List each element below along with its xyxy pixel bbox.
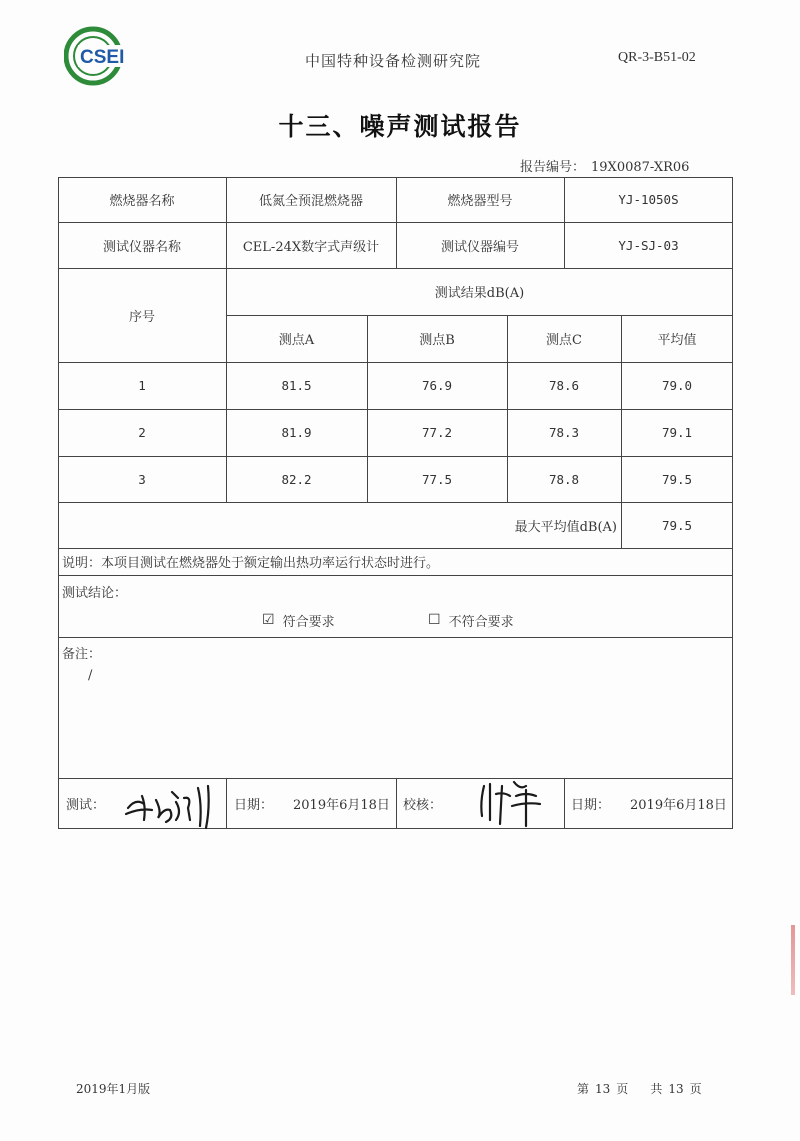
page-title: 十三、噪声测试报告 [278,112,522,141]
row-value-b: 77.2 [421,425,453,440]
page-counter [577,1080,708,1097]
column-header-average: 平均值 [657,333,697,348]
burner-name-value: 低氮全预混燃烧器 [258,194,363,209]
remarks-label: 备注： [62,646,102,662]
divider [58,575,733,576]
form-number: QR-3-B51-02 [618,50,696,65]
page-unit: 页 [616,1082,629,1096]
page-prefix: 第 [577,1082,590,1096]
fail-label: 不符合要求 [448,614,514,630]
row-value-b: 76.9 [421,378,453,393]
total-number: 13 [668,1082,684,1096]
row-seq: 2 [138,425,146,440]
row-value-b: 77.5 [421,471,453,487]
row-value-average: 79.0 [661,378,693,393]
burner-name-label: 燃烧器名称 [109,194,175,209]
conclusion-pass [262,608,382,632]
report-number-value: 19X0087-XR06 [591,160,690,175]
row-value-c: 78.3 [548,425,580,440]
page-number: 13 [595,1082,611,1096]
checker-signature [470,776,550,830]
seal-edge-mark [791,925,795,995]
row-value-a: 82.2 [281,471,312,487]
pass-label: 符合要求 [282,614,335,630]
column-header-c: 测点C [546,333,582,348]
date-label-2: 日期： [571,797,611,813]
report-number-label: 报告编号： [520,160,586,175]
report-number [520,156,689,175]
csei-logo [64,25,138,87]
date-label-1: 日期： [234,797,274,813]
max-average-value: 79.5 [661,517,693,533]
test-note: 说明：本项目测试在燃烧器处于额定输出热功率运行状态时进行。 [62,556,440,571]
instrument-name-value: CEL-24X数字式声级计 [242,239,380,255]
seq-header: 序号 [128,309,155,325]
instrument-number-value: YJ-SJ-03 [618,237,679,253]
row-value-a: 81.9 [281,425,312,440]
row-value-average: 79.5 [661,471,693,487]
row-seq: 1 [138,378,146,393]
row-value-c: 78.6 [548,378,580,393]
row-value-a: 81.5 [281,378,312,393]
checker-label: 校核： [403,797,443,813]
burner-model-label: 燃烧器型号 [447,194,513,209]
total-unit: 页 [689,1082,702,1096]
instrument-number-label: 测试仪器编号 [440,239,519,255]
edition-label: 2019年1月版 [76,1082,151,1096]
conclusion-label: 测试结论： [62,585,128,601]
logo-text: CSEI [80,47,125,68]
date-value-1: 2019年6月18日 [293,797,390,813]
checked-box-icon: ☑ [262,612,275,628]
results-group-header: 测试结果dB(A) [434,286,525,301]
tester-label: 测试： [66,797,106,813]
divider [564,778,565,829]
column-header-b: 测点B [419,333,455,348]
organization-name: 中国特种设备检测研究院 [305,52,482,70]
date-value-2: 2019年6月18日 [630,797,727,813]
total-prefix: 共 [650,1082,663,1096]
divider [226,778,227,829]
tester-signature [118,778,218,830]
burner-model-value: YJ-1050S [618,192,679,207]
divider [58,637,733,638]
conclusion-fail [428,608,558,632]
column-header-a: 测点A [278,333,315,348]
row-value-c: 78.8 [548,471,580,487]
max-average-label: 最大平均值dB(A) [514,519,617,535]
unchecked-box-icon: ☐ [428,612,441,628]
row-seq: 3 [138,471,146,487]
divider [396,778,397,829]
instrument-name-label: 测试仪器名称 [102,239,181,255]
row-value-average: 79.1 [661,425,693,440]
remarks-value: / [88,667,93,683]
